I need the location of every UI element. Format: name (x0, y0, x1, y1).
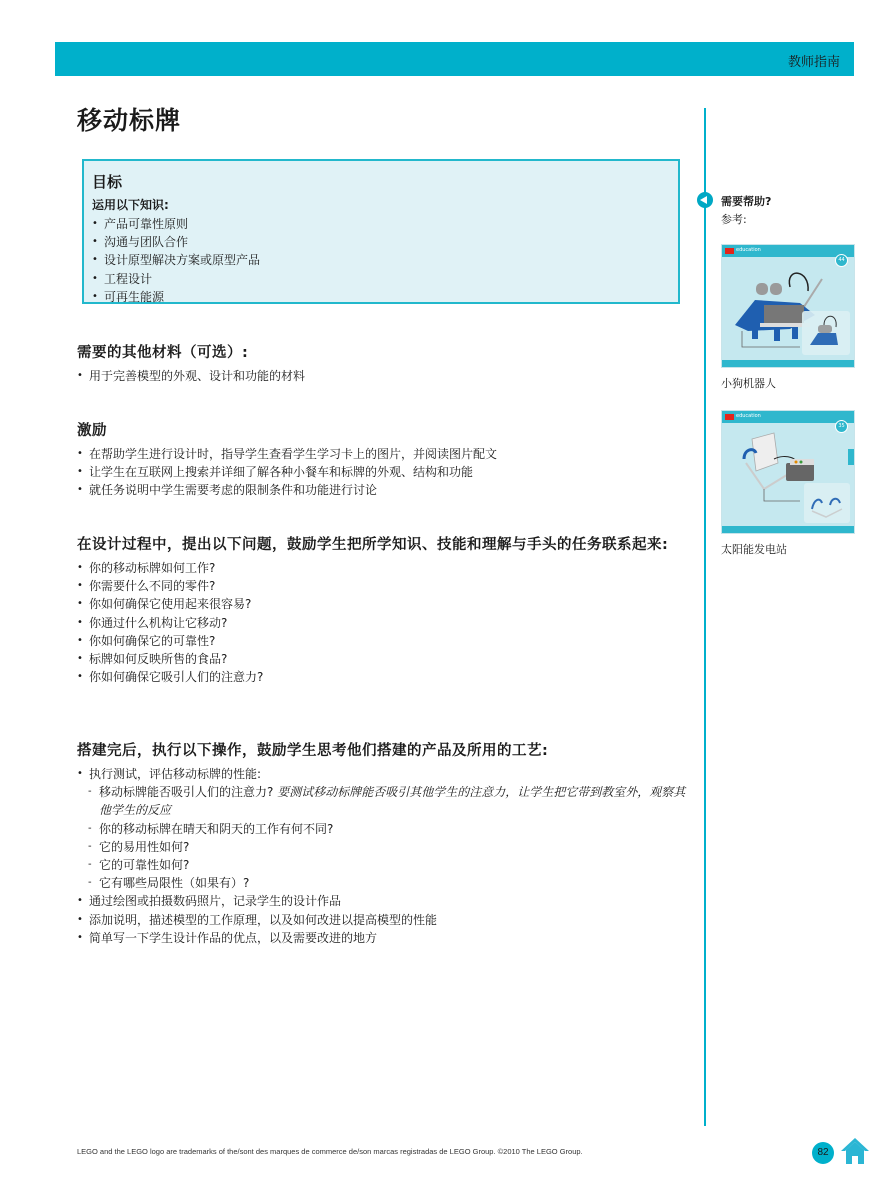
objectives-list (92, 215, 668, 306)
list-item: • 可再生能源 (92, 288, 668, 306)
after-build-list (77, 765, 689, 947)
sub-item-italic-note: 要测试移动标牌能否吸引其他学生的注意力，让学生把它带到教室外，观察其他学生的反应 (99, 785, 686, 818)
design-questions-heading: 在设计过程中，提出以下问题，鼓励学生把所学知识、技能和理解与手头的任务联系起来: (77, 537, 669, 553)
list-item: • 你如何确保它的可靠性? (77, 632, 689, 650)
list-item: • 在帮助学生进行设计时，指导学生查看学生学习卡上的图片，并阅读图片配文 (77, 445, 689, 463)
reference-caption: 太阳能发电站 (721, 543, 787, 556)
objectives-subtitle: 运用以下知识: (92, 198, 169, 212)
objectives-title: 目标 (92, 173, 123, 191)
header-label: 教师指南 (787, 55, 840, 70)
list-item: • 添加说明，描述模型的工作原理，以及如何改进以提高模型的性能 (77, 911, 689, 929)
sub-list-item: - 它的可靠性如何? (77, 856, 689, 874)
reference-caption: 小狗机器人 (721, 377, 776, 390)
materials-heading: 需要的其他材料（可选）: (77, 345, 249, 361)
list-item: • 标牌如何反映所售的食品? (77, 650, 689, 668)
reference-thumbnail-robot-dog[interactable] (721, 244, 855, 368)
help-title: 需要帮助? (721, 195, 772, 208)
home-icon[interactable] (840, 1137, 870, 1165)
objectives-box (82, 159, 680, 304)
list-item: • 你需要什么不同的零件? (77, 577, 689, 595)
page-title: 移动标牌 (77, 106, 182, 135)
solar-frame-small-image (804, 483, 850, 523)
card-number-badge: 44 (835, 254, 848, 267)
list-item: • 产品可靠性原则 (92, 215, 668, 233)
materials-section (77, 343, 689, 385)
lego-logo-icon (725, 414, 734, 420)
motivation-list (77, 445, 689, 500)
list-item: • 工程设计 (92, 270, 668, 288)
brand-label: education (736, 413, 761, 419)
design-questions-section (77, 535, 689, 686)
help-reference-label: 参考: (721, 213, 747, 226)
list-item: • 设计原型解决方案或原型产品 (92, 251, 668, 269)
list-item: • 沟通与团队合作 (92, 233, 668, 251)
list-item: • 你的移动标牌如何工作? (77, 559, 689, 577)
motivation-section (77, 421, 689, 500)
list-item: • 你通过什么机构让它移动? (77, 614, 689, 632)
test-item-text: 执行测试，评估移动标牌的性能: (89, 767, 262, 781)
side-tab (848, 449, 854, 465)
motivation-heading: 激励 (77, 423, 107, 439)
inset-image-panel (802, 311, 850, 355)
header-bar (55, 42, 854, 76)
inset-image-panel (804, 483, 850, 523)
list-item: • 就任务说明中学生需要考虑的限制条件和功能进行讨论 (77, 481, 689, 499)
after-build-heading: 搭建完后，执行以下操作，鼓励学生思考他们搭建的产品及所用的工艺: (77, 743, 549, 759)
brand-label: education (736, 247, 761, 253)
list-item: • 用于完善模型的外观、设计和功能的材料 (77, 367, 689, 385)
back-arrow-icon[interactable] (697, 192, 713, 208)
lego-logo-icon (725, 248, 734, 254)
sub-list-item: - 它有哪些局限性（如果有）? (77, 874, 689, 892)
list-item: • 让学生在互联网上搜索并详细了解各种小餐车和标牌的外观、结构和功能 (77, 463, 689, 481)
card-number-badge: 35 (835, 420, 848, 433)
after-build-section (77, 741, 689, 947)
sub-list-item: - 你的移动标牌在晴天和阴天的工作有何不同? (77, 820, 689, 838)
materials-list (77, 367, 689, 385)
sub-list-item: - 它的易用性如何? (77, 838, 689, 856)
thumbnail-footer-strip (722, 526, 854, 533)
list-item: • 你如何确保它吸引人们的注意力? (77, 668, 689, 686)
list-item: • 你如何确保它使用起来很容易? (77, 595, 689, 613)
list-item (77, 765, 689, 892)
sub-list-item (77, 783, 689, 819)
list-item: • 简单写一下学生设计作品的优点，以及需要改进的地方 (77, 929, 689, 947)
sidebar-divider (704, 108, 706, 1126)
reference-thumbnail-solar-station[interactable] (721, 410, 855, 534)
list-item: • 通过绘图或拍摄数码照片，记录学生的设计作品 (77, 892, 689, 910)
robot-dog-small-image (802, 311, 850, 355)
thumbnail-footer-strip (722, 360, 854, 367)
test-sub-list (77, 783, 689, 892)
sub-item-text: 移动标牌能否吸引人们的注意力? (99, 785, 274, 800)
legal-footer: LEGO and the LEGO logo are trademarks of the/sont des marques de commerce de/son marcas registradas de LEGO Group. ©2010 The LEGO Group. (77, 1147, 583, 1156)
page-number-badge: 82 (812, 1142, 834, 1164)
design-questions-list (77, 559, 689, 686)
